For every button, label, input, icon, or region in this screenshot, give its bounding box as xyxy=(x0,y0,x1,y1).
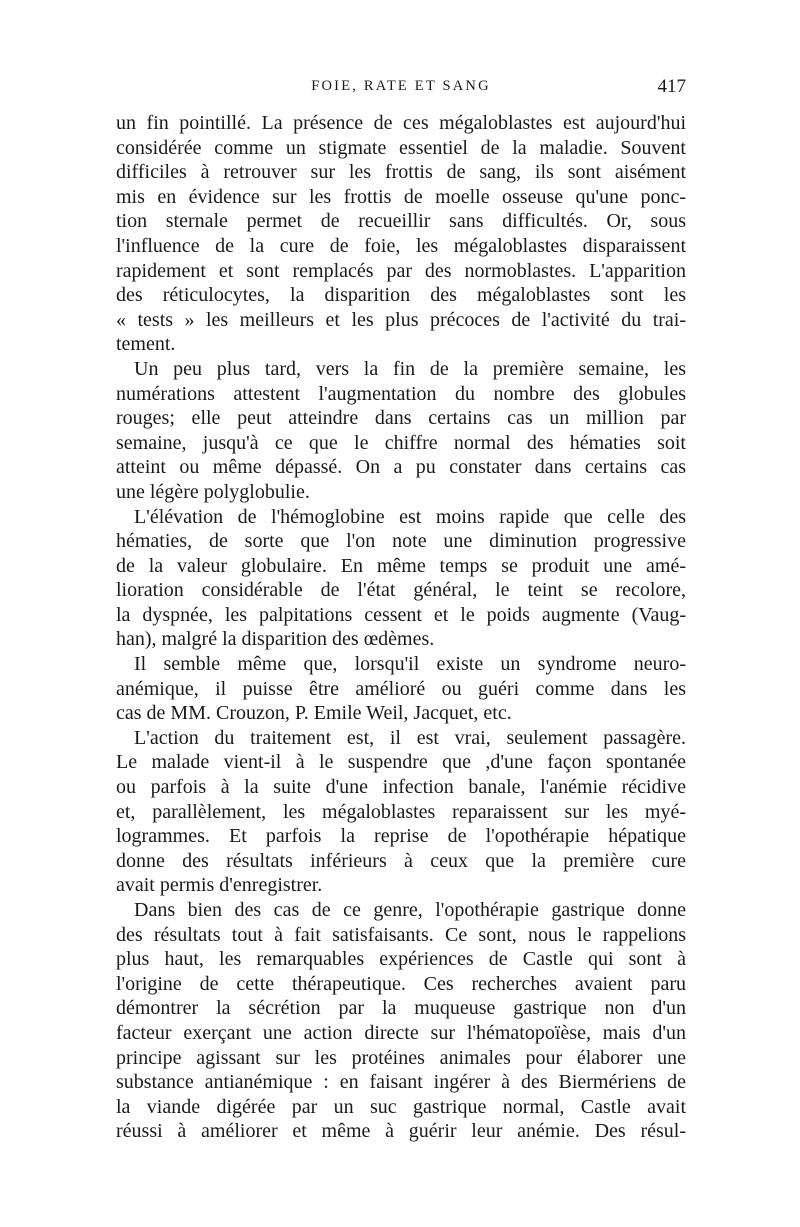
text-line: anémique, il puisse être amélioré ou guéri comme dans les xyxy=(116,677,686,700)
paragraph xyxy=(116,898,686,1144)
text-line: principe agissant sur les protéines animales pour élaborer une xyxy=(116,1046,686,1069)
text-line: tement. xyxy=(116,333,176,356)
text-line: la dyspnée, les palpitations cessent et le poids augmente (Vaug- xyxy=(116,603,686,626)
text-line: Il semble même que, lorsqu'il existe un syndrome neuro- xyxy=(134,653,686,676)
text-line: facteur exerçant une action directe sur l'hématopoïèse, mais d'un xyxy=(116,1021,686,1044)
text-line: numérations attestent l'augmentation du nombre des globules xyxy=(116,382,686,405)
text-line: des résultats tout à fait satisfaisants. Ce sont, nous le rappelions xyxy=(116,923,686,946)
page-number: 417 xyxy=(657,76,686,97)
text-line: Le malade vient-il à le suspendre que ,d'une façon spontanée xyxy=(116,751,686,774)
text-line: semaine, jusqu'à ce que le chiffre normal des hématies soit xyxy=(116,431,686,454)
page-header xyxy=(116,76,686,102)
text-line: « tests » les meilleurs et les plus précoces de l'activité du trai- xyxy=(116,308,686,331)
text-line: l'influence de la cure de foie, les mégaloblastes disparaissent xyxy=(116,234,686,257)
body-text xyxy=(116,111,686,1144)
paragraph xyxy=(116,111,686,357)
text-line: rapidement et sont remplacés par des normoblastes. L'apparition xyxy=(116,259,686,282)
text-line: substance antianémique : en faisant ingérer à des Biermériens de xyxy=(116,1071,686,1094)
paragraph xyxy=(116,505,686,653)
text-line: difficiles à retrouver sur les frottis de sang, ils sont aisément xyxy=(116,161,686,184)
text-line: han), malgré la disparition des œdèmes. xyxy=(116,628,435,651)
text-line: rouges; elle peut atteindre dans certains cas un million par xyxy=(116,407,686,430)
text-line: plus haut, les remarquables expériences de Castle qui sont à xyxy=(116,948,686,971)
text-line: cas de MM. Crouzon, P. Emile Weil, Jacquet, etc. xyxy=(116,702,512,725)
text-line: donne des résultats inférieurs à ceux que la première cure xyxy=(116,849,686,872)
text-line: tion sternale permet de recueillir sans difficultés. Or, sous xyxy=(116,210,686,233)
text-line: la viande digérée par un suc gastrique normal, Castle avait xyxy=(116,1095,686,1118)
text-line: des réticulocytes, la disparition des mégaloblastes sont les xyxy=(116,284,686,307)
text-line: ou parfois à la suite d'une infection banale, l'anémie récidive xyxy=(116,776,686,799)
text-line: un fin pointillé. La présence de ces mégaloblastes est aujourd'hui xyxy=(116,112,686,134)
text-line: démontrer la sécrétion par la muqueuse gastrique non d'un xyxy=(116,997,686,1020)
text-line: une légère polyglobulie. xyxy=(116,480,310,503)
text-line: lioration considérable de l'état général, le teint se recolore, xyxy=(116,579,686,602)
text-line: réussi à améliorer et même à guérir leur anémie. Des résul- xyxy=(116,1120,686,1143)
text-line: L'action du traitement est, il est vrai, seulement passagère. xyxy=(134,726,686,749)
text-line: L'élévation de l'hémoglobine est moins rapide que celle des xyxy=(134,505,686,528)
text-line: de la valeur globulaire. En même temps se produit une amé- xyxy=(116,554,686,577)
text-line: logrammes. Et parfois la reprise de l'opothérapie hépatique xyxy=(116,825,686,848)
text-line: considérée comme un stigmate essentiel de la maladie. Souvent xyxy=(116,136,686,159)
paragraph xyxy=(116,652,686,726)
text-line: l'origine de cette thérapeutique. Ces recherches avaient paru xyxy=(116,972,686,995)
text-line: avait permis d'enregistrer. xyxy=(116,874,323,897)
running-title: FOIE, RATE ET SANG xyxy=(311,78,491,94)
paragraph xyxy=(116,726,686,898)
text-line: et, parallèlement, les mégaloblastes reparaissent sur les myé- xyxy=(116,800,686,823)
text-line: Dans bien des cas de ce genre, l'opothérapie gastrique donne xyxy=(134,899,686,921)
text-line: atteint ou même dépassé. On a pu constater dans certains cas xyxy=(116,456,686,479)
text-line: Un peu plus tard, vers la fin de la première semaine, les xyxy=(134,357,686,380)
paragraph xyxy=(116,357,686,505)
text-line: hématies, de sorte que l'on note une diminution progressive xyxy=(116,530,686,553)
text-line: mis en évidence sur les frottis de moelle osseuse qu'une ponc- xyxy=(116,185,686,208)
